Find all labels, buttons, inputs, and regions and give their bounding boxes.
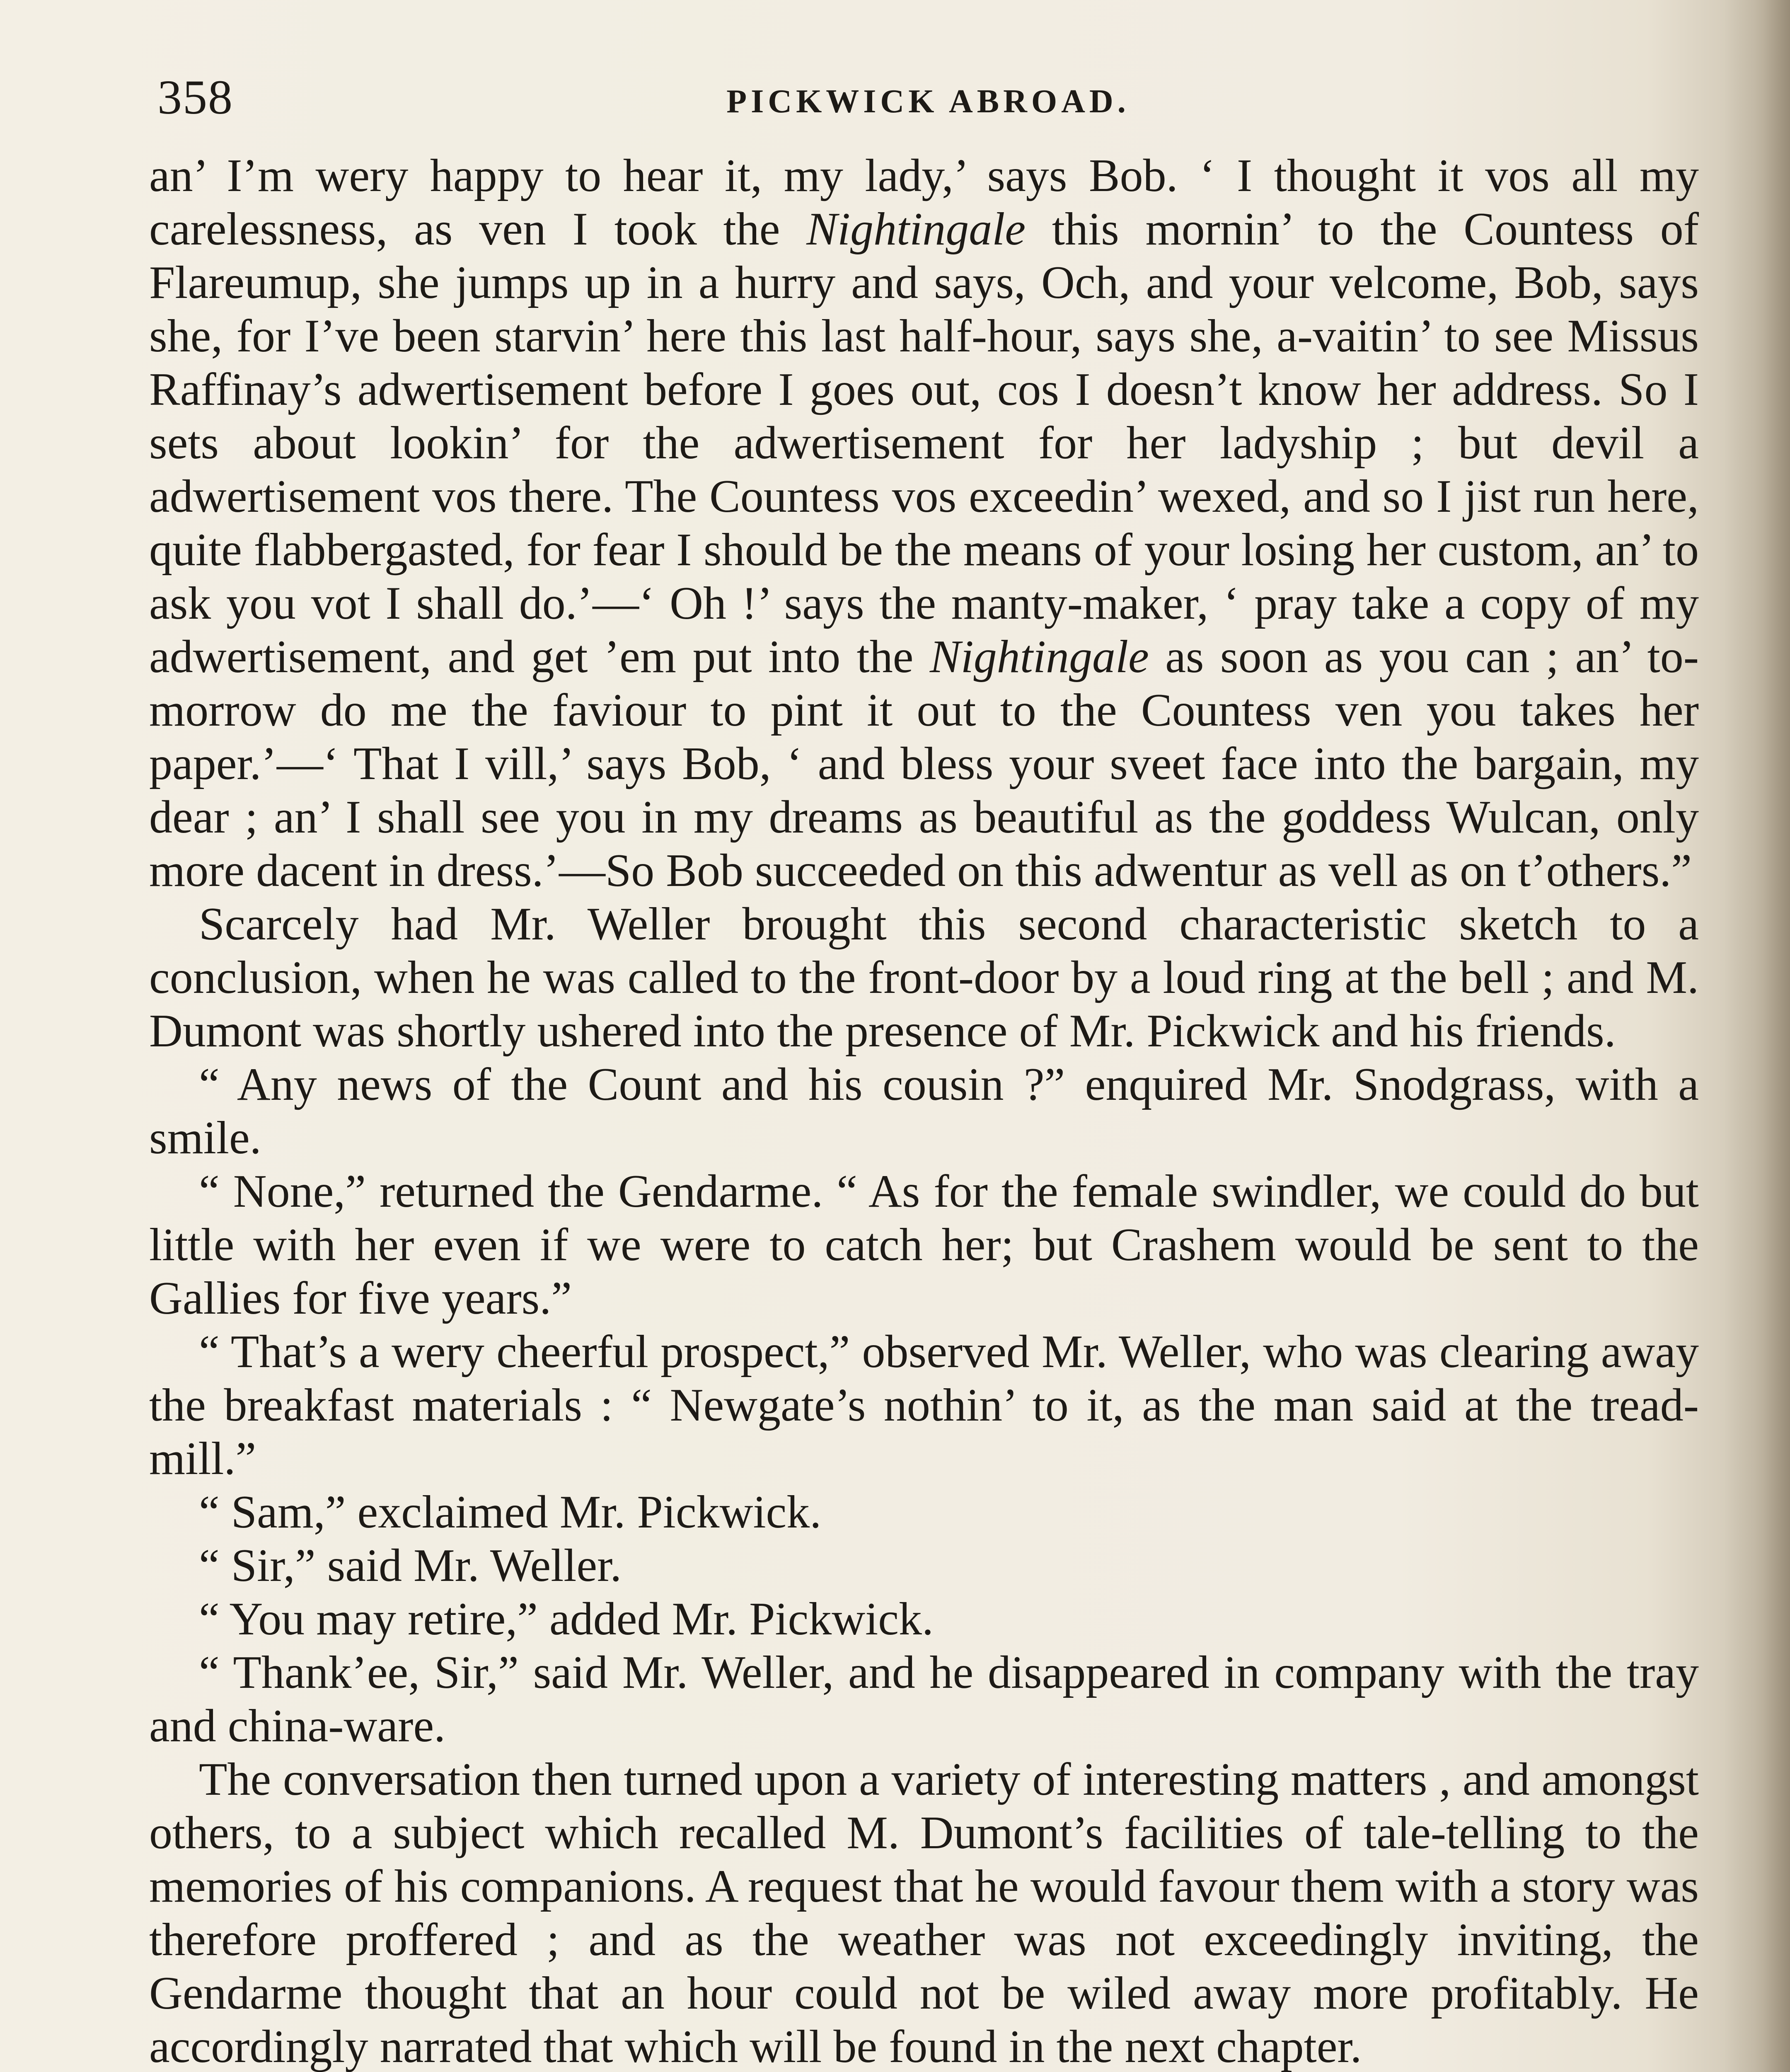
page-edge-shadow (1724, 0, 1790, 2072)
paragraph: Scarcely had Mr. Weller brought this second characteristic sketch to a conclusion, when he was called to the front-door by a loud ring at the bell ; and M. Dumont was shortly ushered into the presence of Mr. Pickwick and his friends. (149, 898, 1699, 1057)
newspaper-title: Nightingale (806, 203, 1026, 255)
paragraph: “ That’s a wery cheerful prospect,” observed Mr. Weller, who was clearing away the breakfast materials : “ Newgate’s nothin’ to it, as the man said at the tread-mill.” (149, 1326, 1699, 1484)
paragraph: “ None,” returned the Gendarme. “ As for the female swindler, we could do but little with her even if we were to catch her; but Crashem would be sent to the Gallies for five years.” (149, 1166, 1699, 1324)
paragraph-text: this mornin’ to the Countess of Flareumup, she jumps up in a hurry and says, Och, and your velcome, Bob, says she, for I’ve been starvin’ here this last half-hour, says she, a-vaitin’ to see Missus Raffinay’s adwertisement before I goes out, cos I doesn’t know her address. So I sets about lookin’ for the adwertisement for her ladyship ; but devil a adwertisement vos there. The Countess vos exceedin’ wexed, and so I jist run here, quite flabbergasted, for fear I should be the means of your losing her custom, an’ to ask you vot I shall do.’—‘ Oh !’ says the manty-maker, ‘ pray take a copy of my adwertisement, and get ’em put into the (149, 203, 1699, 683)
paragraph: “ Sir,” said Mr. Weller. (199, 1540, 622, 1591)
running-head (157, 66, 1699, 128)
newspaper-title: Nightingale (929, 631, 1149, 683)
paragraph: “ Thank’ee, Sir,” said Mr. Weller, and he disappeared in company with the tray and china-ware. (149, 1647, 1699, 1752)
page-number: 358 (157, 70, 233, 124)
paragraph: The conversation then turned upon a variety of interesting matters , and amongst others, to a subject which recalled M. Dumont’s facilities of tale-telling to the memories of his companions. A request that he would favour them with a story was therefore proffered ; and as the weather was not exceedingly inviting, the Gendarme thought that an hour could not be wiled away more profitably. He accordingly narrated that which will be found in the next chapter. (149, 1754, 1699, 2072)
paragraph-continued (149, 149, 1699, 898)
paragraph: “ Sam,” exclaimed Mr. Pickwick. (199, 1486, 822, 1538)
body-text (149, 149, 1699, 2072)
paragraph: “ Any news of the Count and his cousin ?” enquired Mr. Snodgrass, with a smile. (149, 1059, 1699, 1164)
paragraph-text: as soon as you can ; an’ to-morrow do me the faviour to pint it out to the Countess ven you takes her paper.’—‘ That I vill,’ says Bob, ‘ and bless your sveet face into the bargain, my dear ; an’ I shall see you in my dreams as beautiful as the goddess Wulcan, only more dacent in dress.’—So Bob succeeded on this adwentur as vell as on t’others.” (149, 631, 1699, 896)
running-title: PICKWICK ABROAD. (726, 83, 1130, 120)
paragraph-text: an’ I’m wery happy to hear it, my lady,’ says Bob. ‘ I thought it vos all my carelessness, as ven I took the (149, 150, 1699, 255)
paragraph: “ You may retire,” added Mr. Pickwick. (199, 1593, 934, 1645)
